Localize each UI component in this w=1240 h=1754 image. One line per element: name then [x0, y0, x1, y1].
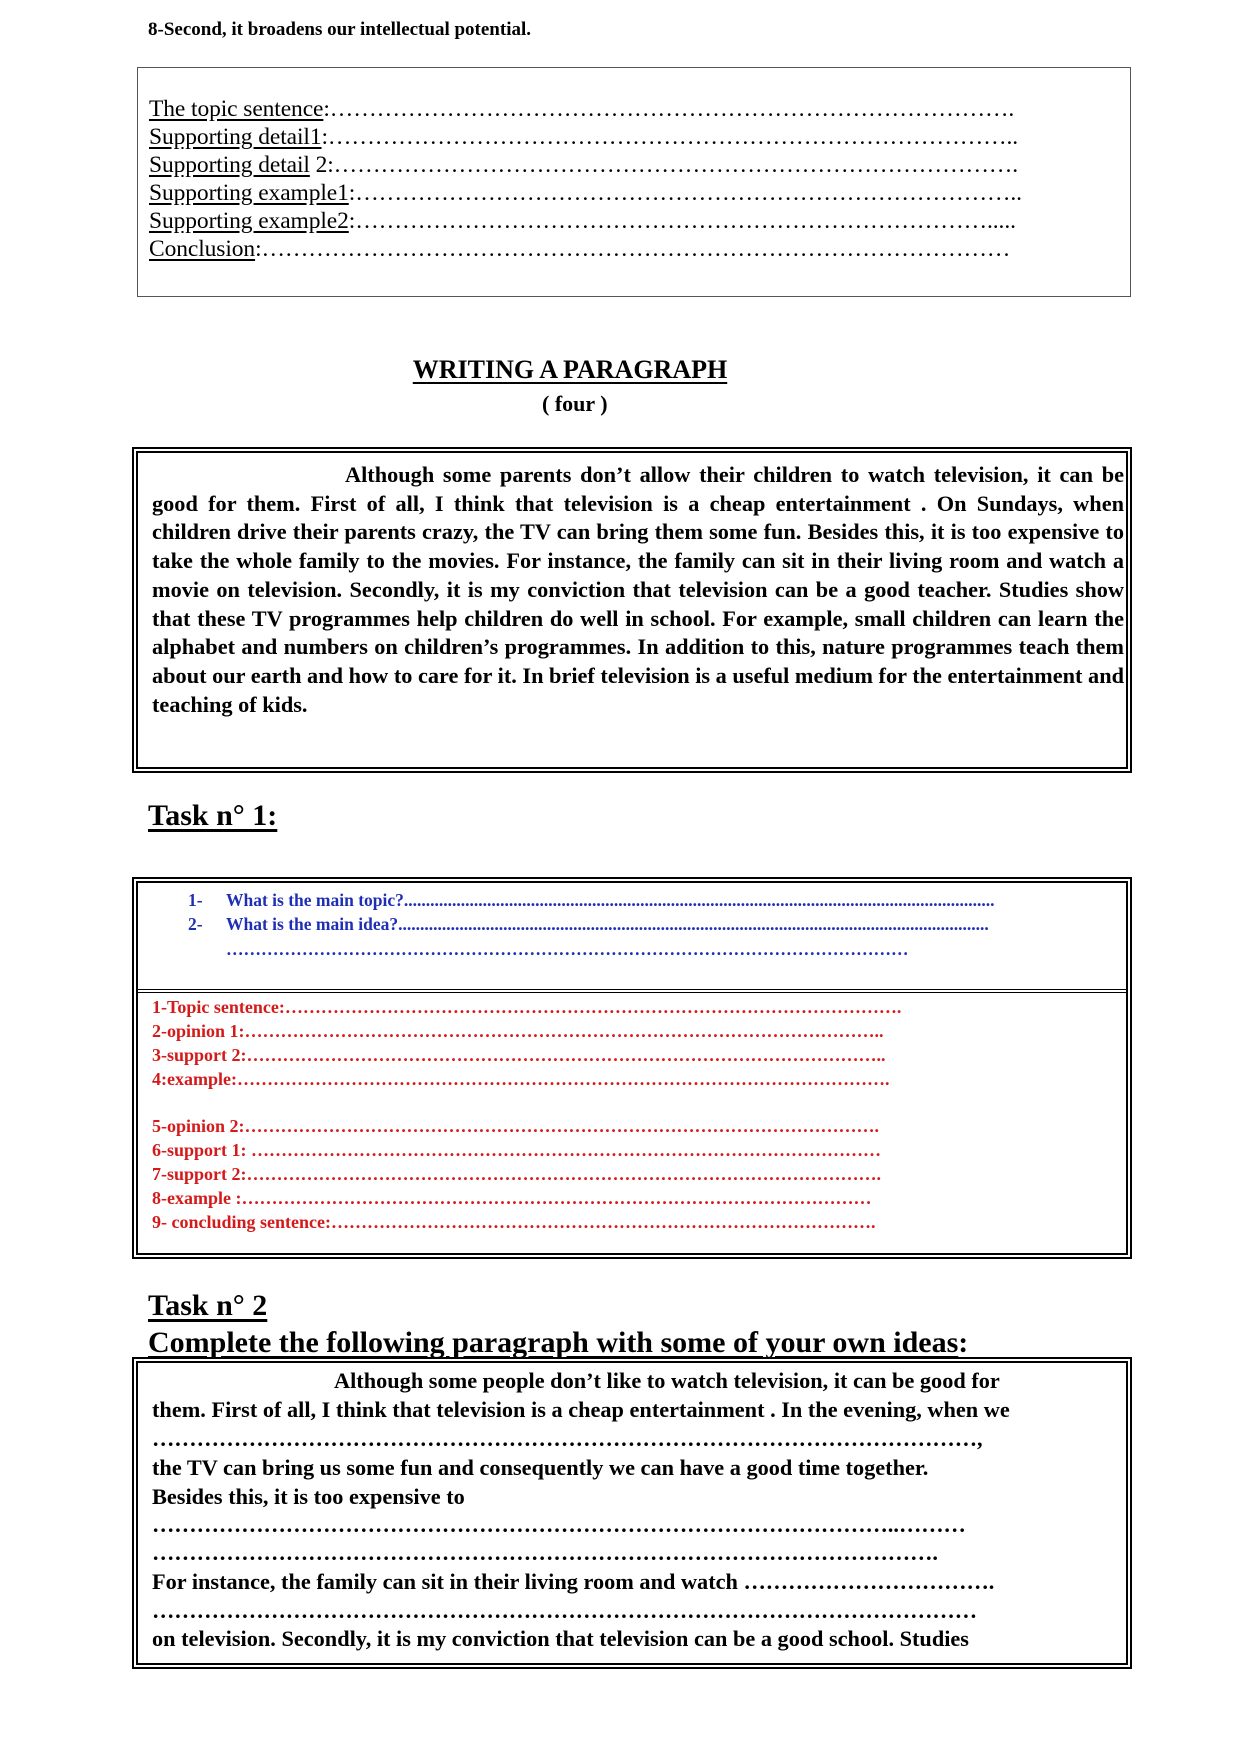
outline-label: Supporting detail1 — [149, 124, 322, 150]
outline-label: Conclusion — [149, 236, 256, 262]
outline-blank[interactable]: 2:……………………………………………………………………………. — [309, 152, 1019, 178]
question-number: 1- — [188, 890, 203, 910]
outline-supporting-example-2 — [149, 208, 1016, 235]
task-2-instruction-text: Complete the following paragraph with some of your own ideas — [148, 1326, 959, 1359]
task-2-blank[interactable]: ……………………………………………………………………………………………. — [152, 1540, 938, 1565]
task-2-heading — [148, 1287, 968, 1361]
model-paragraph-text: Although some parents don’t allow their children to watch television, it can be good for them. First of all, I think that television is a cheap entertainment . On Sundays, when children drive their parents crazy, the TV can bring them some fun. Besides this, it is too expensive to take the whole family to the movies. For instance, the family can sit in their living room and watch a movie on television. Secondly, it is my conviction that television can be a good teacher. Studies show that these TV programmes help children do well in school. For example, small children can learn the alphabet and numbers on children’s programmes. In addition to this, nature programmes teach them about our earth and how to care for it. In brief television is a useful medium for the entertainment and teaching of kids. — [152, 462, 1124, 717]
question-main-topic[interactable] — [188, 890, 995, 911]
task-2-box — [132, 1357, 1132, 1669]
question-number: 2- — [188, 914, 203, 934]
structure-example-1[interactable]: 4:example:………………………………………………………………………………………………. — [152, 1069, 890, 1089]
outline-blank[interactable]: :…………………………………………………………………………………… — [255, 236, 1011, 262]
task-2-line: the TV can bring us some fun and consequently we can have a good time together. — [152, 1455, 929, 1480]
task-2-line: Besides this, it is too expensive to — [152, 1484, 465, 1509]
outline-blank[interactable]: :………………………………………………………………………….. — [348, 180, 1022, 206]
outline-supporting-detail-1 — [149, 124, 1018, 151]
intro-sentence: 8-Second, it broadens our intellectual potential. — [148, 19, 532, 40]
outline-topic-sentence — [149, 96, 1014, 123]
task-2-instruction-colon: : — [958, 1326, 969, 1359]
task-2-line[interactable]: For instance, the family can sit in their living room and watch ……………………………. — [152, 1569, 995, 1594]
structure-opinion-1[interactable]: 2-opinion 1:…………………………………………………………………………………………….. — [152, 1021, 884, 1041]
outline-box — [137, 67, 1131, 297]
task-2-blank[interactable]: ………………………………………………………………………………………………… — [152, 1598, 977, 1623]
model-paragraph — [152, 461, 1124, 719]
outline-label: Supporting example2 — [149, 208, 349, 234]
outline-label: Supporting detail — [149, 152, 310, 178]
structure-support-1[interactable]: 6-support 1: …………………………………………………………………………………………… — [152, 1140, 882, 1160]
questions-section — [138, 883, 1126, 993]
task-2-line: Although some people don’t like to watch television, it can be good for — [334, 1368, 1000, 1393]
outline-label: Supporting example1 — [149, 180, 349, 206]
outline-blank[interactable]: :…………………………………………………………………………….. — [321, 124, 1019, 150]
outline-blank[interactable]: :……………………………………………………………………………. — [323, 96, 1015, 122]
structure-example-2[interactable]: 8-example :…………………………………………………………………………………………… — [152, 1188, 872, 1208]
outline-conclusion — [149, 236, 1010, 263]
structure-concluding-sentence[interactable]: 9- concluding sentence:………………………………………………………………………………. — [152, 1212, 876, 1232]
structure-opinion-2[interactable]: 5-opinion 2:……………………………………………………………………………………………. — [152, 1116, 880, 1136]
task-2-line: them. First of all, I think that television is a cheap entertainment . In the evening, when we — [152, 1397, 1010, 1422]
task-2-blank[interactable]: …………………………………………………………………………………………………, — [152, 1426, 983, 1451]
page-title: WRITING A PARAGRAPH — [412, 355, 728, 384]
outline-label: The topic sentence — [149, 96, 324, 122]
question-text: What is the main topic?....................................................................................................................................... — [226, 890, 995, 910]
outline-supporting-example-1 — [149, 180, 1022, 207]
task-2-blank[interactable]: ………………………………………………………………………………………..……… — [152, 1512, 966, 1537]
structure-support-2[interactable]: 3-support 2:…………………………………………………………………………………………….. — [152, 1045, 886, 1065]
task-1-heading: Task n° 1: — [148, 799, 278, 832]
outline-supporting-detail-2 — [149, 152, 1018, 179]
page-subtitle: ( four ) — [542, 391, 608, 416]
model-paragraph-box — [132, 447, 1132, 773]
question-text: What is the main idea?....................................................................................................................................... — [226, 914, 989, 934]
task-2-instruction — [148, 1324, 968, 1361]
question-main-idea[interactable] — [188, 914, 989, 935]
structure-topic-sentence[interactable]: 1-Topic sentence:…………………………………………………………………………………………. — [152, 997, 902, 1017]
question-answer-blank[interactable]: ……………………………………………………………………………………………………… — [226, 939, 909, 959]
outline-blank[interactable]: :………………………………………………………………………..... — [348, 208, 1016, 234]
task-2-line: on television. Secondly, it is my conviction that television can be a good school. Studies — [152, 1626, 969, 1651]
task-2-title: Task n° 2 — [148, 1289, 268, 1322]
task-1-box — [132, 877, 1132, 1259]
structure-support-2b[interactable]: 7-support 2:……………………………………………………………………………………………. — [152, 1164, 882, 1184]
